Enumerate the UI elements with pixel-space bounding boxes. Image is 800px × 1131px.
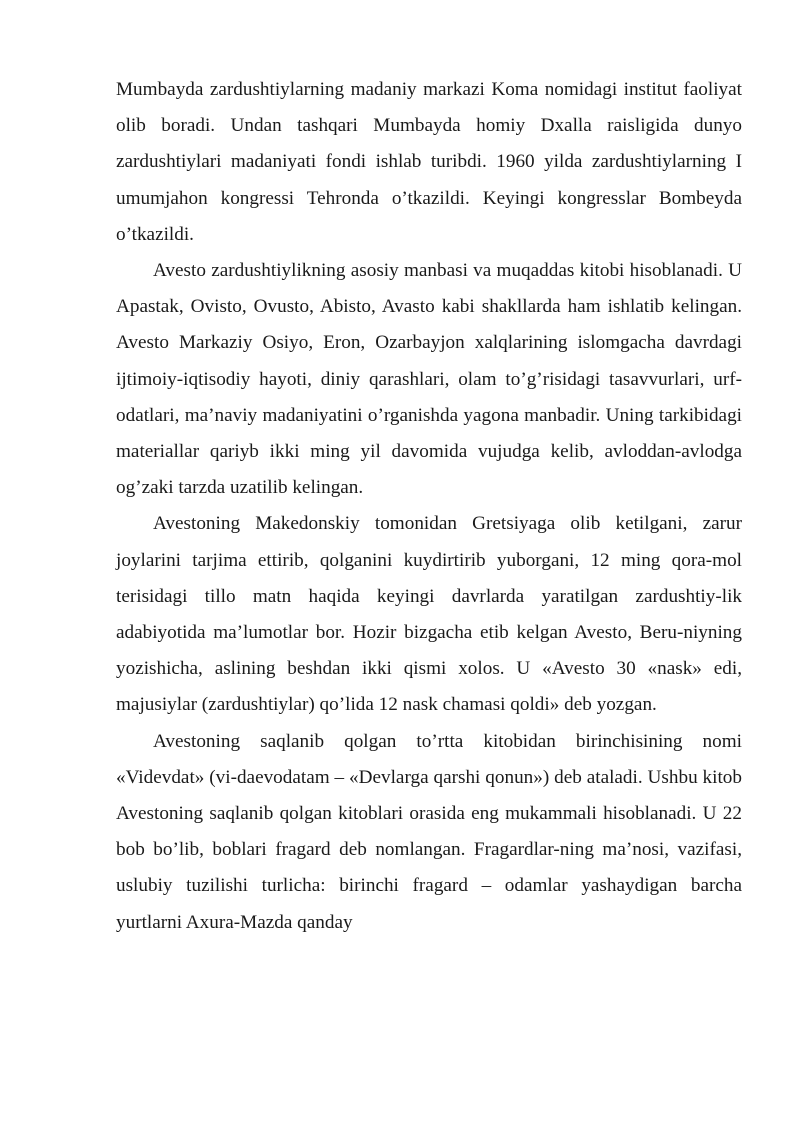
paragraph-3: Avestoning Makedonskiy tomonidan Gretsiyaga olib ketilgani, zarur joylarini tarjima ettirib, qolganini kuydirtirib yuborgani, 12 ming qora-mol terisidagi tillo matn haqida keyingi davrlarda yaratilgan zardushtiy-lik adabiyotida ma’lumotlar bor. Hozir bizgacha etib kelgan Avesto, Beru-niyning yozishicha, aslining beshdan ikki qismi xolos. U «Avesto 30 «nask» edi, majusiylar (zardushtiylar) qo’lida 12 nask chamasi qoldi» deb yozgan. xyxy=(116,513,742,716)
paragraph-2: Avesto zardushtiylikning asosiy manbasi va muqaddas kitobi hisoblanadi. U Apastak, Ovisto, Ovusto, Abisto, Avasto kabi shakllarda ham ishlatib kelingan. Avesto Markaziy Osiyo, Eron, Ozarbayjon xalqlarining islomgacha davrdagi ijtimoiy-iqtisodiy hayoti, diniy qarashlari, olam to’g’risidagi tasavvurlari, urf-odatlari, ma’naviy madaniyatini o’rganishda yagona manbadir. Uning tarkibidagi materiallar qariyb ikki ming yil davomida vujudga kelib, avloddan-avlodga og’zaki tarzda uzatilib kelingan. xyxy=(116,260,742,499)
body-text xyxy=(116,72,742,941)
paragraph-1: Mumbayda zardushtiylarning madaniy markazi Koma nomidagi institut faoliyat olib boradi. Undan tashqari Mumbayda homiy Dxalla raisligida dunyo zardushtiylari madaniyati fondi ishlab turibdi. 1960 yilda zardushtiylarning I umumjahon kongressi Tehronda o’tkazildi. Keyingi kongresslar Bombeyda o’tkazildi. xyxy=(116,79,742,245)
paragraph-4: Avestoning saqlanib qolgan to’rtta kitobidan birinchisining nomi «Videvdat» (vi-daevodatam – «Devlarga qarshi qonun») deb ataladi. Ushbu kitob Avestoning saqlanib qolgan kitoblari orasida eng mukammali hisoblanadi. U 22 bob bo’lib, boblari fragard deb nomlangan. Fragardlar-ning ma’nosi, vazifasi, uslubiy tuzilishi turlicha: birinchi fragard – odamlar yashaydigan barcha yurtlarni Axura-Mazda qanday xyxy=(116,730,742,933)
